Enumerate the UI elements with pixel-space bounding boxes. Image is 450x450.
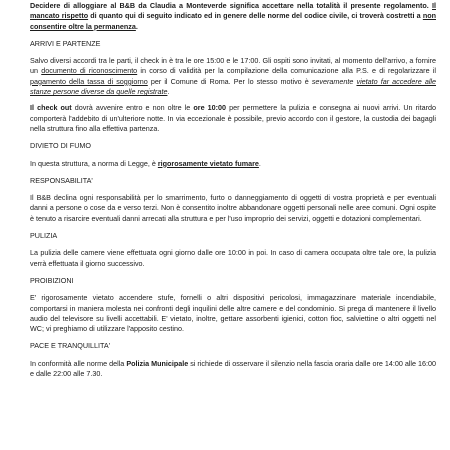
arrivi-text-c: per il Comune di Roma. Per lo stesso motivo è xyxy=(147,76,312,86)
arrivi-text-e: . xyxy=(167,87,170,97)
section-heading-responsabilita: RESPONSABILITA' xyxy=(30,175,93,185)
arrivi-text-a: Salvo diversi accordi tra le parti, il check in è tra le ore 15:00 e le 17:00. Gli ospiti sono invitati, al momento dell'arrivo, a fornire un xyxy=(30,56,436,76)
arrivi-underline-forbidden: vietato far accedere alle stanze persone diverse da quelle registrate xyxy=(30,76,437,97)
responsabilita-paragraph: Il B&B declina ogni responsabilità per lo smarrimento, furto o danneggiamento di oggetti di vostra proprietà e per eventuali danni a persone o cose da e verso terzi. Non è consentito inoltre abbandonare oggetti personali nelle aree comuni. Ogni ospite è tenuto a risarcire eventuali danni arrecati alla struttura e per l'uso improprio dei servizi, oggetti e dotazioni complementari. xyxy=(30,193,436,223)
intro-text-3: . xyxy=(135,21,138,31)
pace-text-b: si richiede di osservare il silenzio nella fascia oraria dalle ore 14:00 alle 16:00 e dalle 22:00 alle 7.30. xyxy=(30,358,437,379)
pace-police: Polizia Municipale xyxy=(126,358,189,368)
section-heading-arrivi: ARRIVI E PARTENZE xyxy=(30,38,101,48)
intro-text-2: di quanto qui di seguito indicato ed in genere delle norme del codice civile, ci troverà costretti a xyxy=(88,11,423,21)
arrivi-paragraph-2 xyxy=(30,103,436,134)
section-heading-pace: PACE E TRANQUILLITA' xyxy=(30,341,111,351)
arrivi-italic-severely: severamente xyxy=(311,76,354,86)
fumo-text-b: . xyxy=(258,158,261,168)
intro-underline-2: non consentire oltre la permanenza xyxy=(30,11,436,31)
checkout-text-b: dovrà avvenire entro e non oltre le xyxy=(71,103,194,113)
arrivi-underline-tax: pagamento della tassa di soggiorno xyxy=(30,76,148,86)
pace-paragraph xyxy=(30,359,436,380)
section-heading-pulizia: PULIZIA xyxy=(30,231,58,241)
fumo-text-a: In questa struttura, a norma di Legge, è xyxy=(30,158,158,168)
arrivi-paragraph-1 xyxy=(30,56,436,97)
pace-text-a: In conformità alle norme della xyxy=(30,358,127,368)
fumo-paragraph xyxy=(30,159,436,169)
pulizia-paragraph: La pulizia delle camere viene effettuata ogni giorno dalle ore 10:00 in poi. In caso di camera occupata oltre tale ore, la pulizia verrà effettuata il giorno successivo. xyxy=(30,248,436,268)
section-heading-fumo: DIVIETO DI FUMO xyxy=(30,141,91,151)
checkout-time: ore 10:00 xyxy=(193,103,227,113)
intro-text-1: Decidere di alloggiare al B&B da Claudia a Monteverde significa accettare nella totalità il presente regolamento. xyxy=(30,1,432,10)
arrivi-underline-document: documento di riconoscimento xyxy=(41,66,138,76)
checkout-text-c: per permettere la pulizia e consegna ai nuovi arrivi. Un ritardo comporterà l'addebito di un'ulteriore notte. In via eccezionale è possibile, previo accordo con il gestore, la custodia dei bagagli nella struttura fino alla effettiva partenza. xyxy=(30,103,436,133)
checkout-label: Il check out xyxy=(30,103,72,113)
fumo-no-smoking: rigorosamente vietato fumare xyxy=(157,158,259,168)
arrivi-text-b: in corso di validità per la compilazione della comunicazione alla P.S. e di regolarizzare il xyxy=(137,66,436,76)
section-heading-proibizioni: PROIBIZIONI xyxy=(30,275,74,285)
intro-paragraph xyxy=(30,1,436,32)
proibizioni-paragraph: E' rigorosamente vietato accendere stufe, fornelli o altri dispositivi pericolosi, immagazzinare materiale incendiabile, comportarsi in maniera molesta nei confronti degli inquilini delle altre camere e del condominio. Si prega di mantenere il livello audio del televisore su livelli accettabili. E' vietato, inoltre, gettare assorbenti igienici, cotton fioc, salviettine o altri oggetti nel WC; vi preghiamo di utilizzare l'apposito cestino. xyxy=(30,293,436,334)
intro-underline-1: Il mancato rispetto xyxy=(30,1,436,21)
